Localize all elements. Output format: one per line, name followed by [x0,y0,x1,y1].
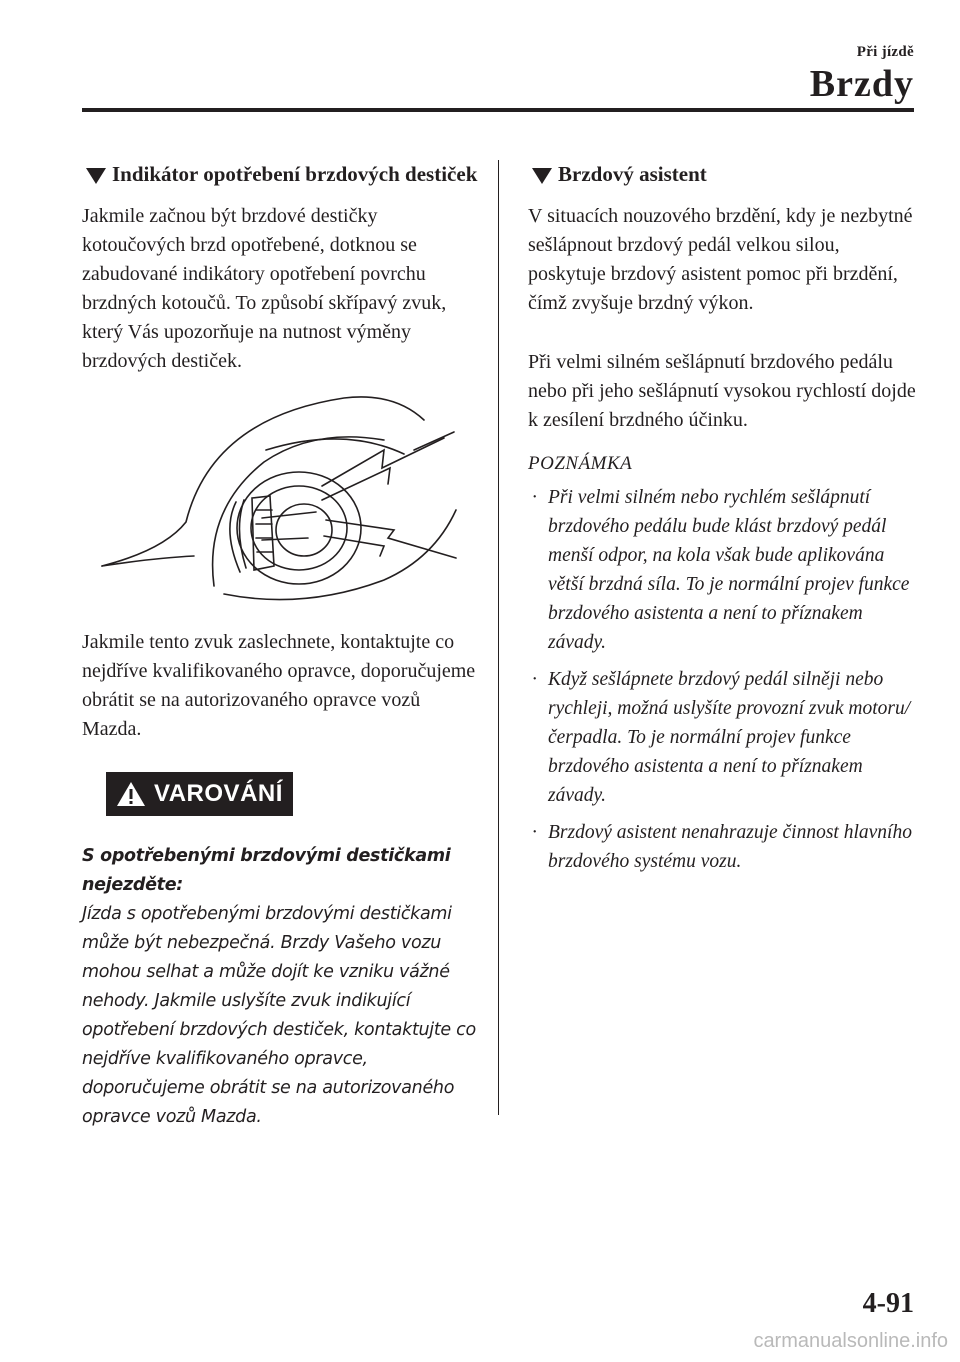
note-title: POZNÁMKA [528,453,633,474]
brake-disc-squeal-icon [94,390,466,612]
warning-title: S opotřebenými brzdovými destičkami nejezděte: [82,846,451,895]
warning-label-text: VAROVÁNÍ [154,780,283,807]
bullet-icon: · [532,669,537,690]
heading-text: Brzdový asistent [558,162,707,186]
brake-assist-paragraph-1: V situacích nouzového brzdění, kdy je nezbytné sešlápnout brzdový pedál velkou silou, poskytuje brzdový asistent pomoc při brzdění, čímž zvyšuje brzdný výkon. [528,205,913,314]
site-watermark: carmanualsonline.info [753,1330,948,1352]
section-triangle-icon [86,168,106,184]
note-list [528,483,918,876]
contact-service-paragraph: Jakmile tento zvuk zaslechnete, kontaktujte co nejdříve kvalifikovaného opravce, doporučujeme obrátit se na autorizovaného opravce vozů Mazda. [82,631,476,740]
running-header-section: Při jízdě [856,44,914,60]
note-text: Brzdový asistent nenahrazuje činnost hlavního brzdového systému vozu. [548,822,912,872]
running-header-chapter: Brzdy [809,63,914,105]
right-column [528,160,918,876]
brake-disc-illustration [94,390,466,612]
note-item [528,483,918,657]
page-number: 4-91 [862,1288,914,1319]
warning-banner [106,772,293,816]
left-column [82,160,478,1132]
brake-pad-wear-paragraph: Jakmile začnou být brzdové destičky kotoučových brzd opotřebené, dotknou se zabudované indikátory opotřebení povrchu brzdných kotoučů. To způsobí skřípavý zvuk, který Vás upozorňuje na nutnost výměny brzdových destiček. [82,205,447,372]
warning-body: Jízda s opotřebenými brzdovými destičkami může být nebezpečná. Brzdy Vašeho vozu mohou selhat a může dojít ke vzniku vážné nehody. Jakmile uslyšíte zvuk indikující opotřebení brzdových destiček, kontaktujte co nejdříve kvalifikovaného opravce, doporučujeme obrátit se na autorizovaného opravce vozů Mazda. [82,904,476,1127]
bullet-icon: · [532,822,537,843]
brake-pad-wear-heading [82,160,478,188]
note-item [528,818,918,876]
note-text: Při velmi silném nebo rychlém sešlápnutí brzdového pedálu bude klást brzdový pedál menší odpor, na kola však bude aplikována větší brzdná síla. To je normální projev funkce brzdového asistenta a není to příznakem závady. [548,487,910,653]
brake-assist-heading [528,160,918,188]
heading-text: Indikátor opotřebení brzdových destiček [112,162,478,186]
note-text: Když sešlápnete brzdový pedál silněji nebo rychleji, možná uslyšíte provozní zvuk motoru/čerpadla. To je normální projev funkce brzdového asistenta a není to příznakem závady. [548,669,911,806]
column-divider [498,160,499,1115]
bullet-icon: · [532,487,537,508]
warning-triangle-icon [116,781,146,807]
header-rule [82,108,914,112]
brake-assist-paragraph-2: Při velmi silném sešlápnutí brzdového pedálu nebo při jeho sešlápnutí vysokou rychlostí dojde k zesílení brzdného účinku. [528,351,916,431]
note-item [528,665,918,810]
section-triangle-icon [532,168,552,184]
warning-text-block [82,842,478,1132]
